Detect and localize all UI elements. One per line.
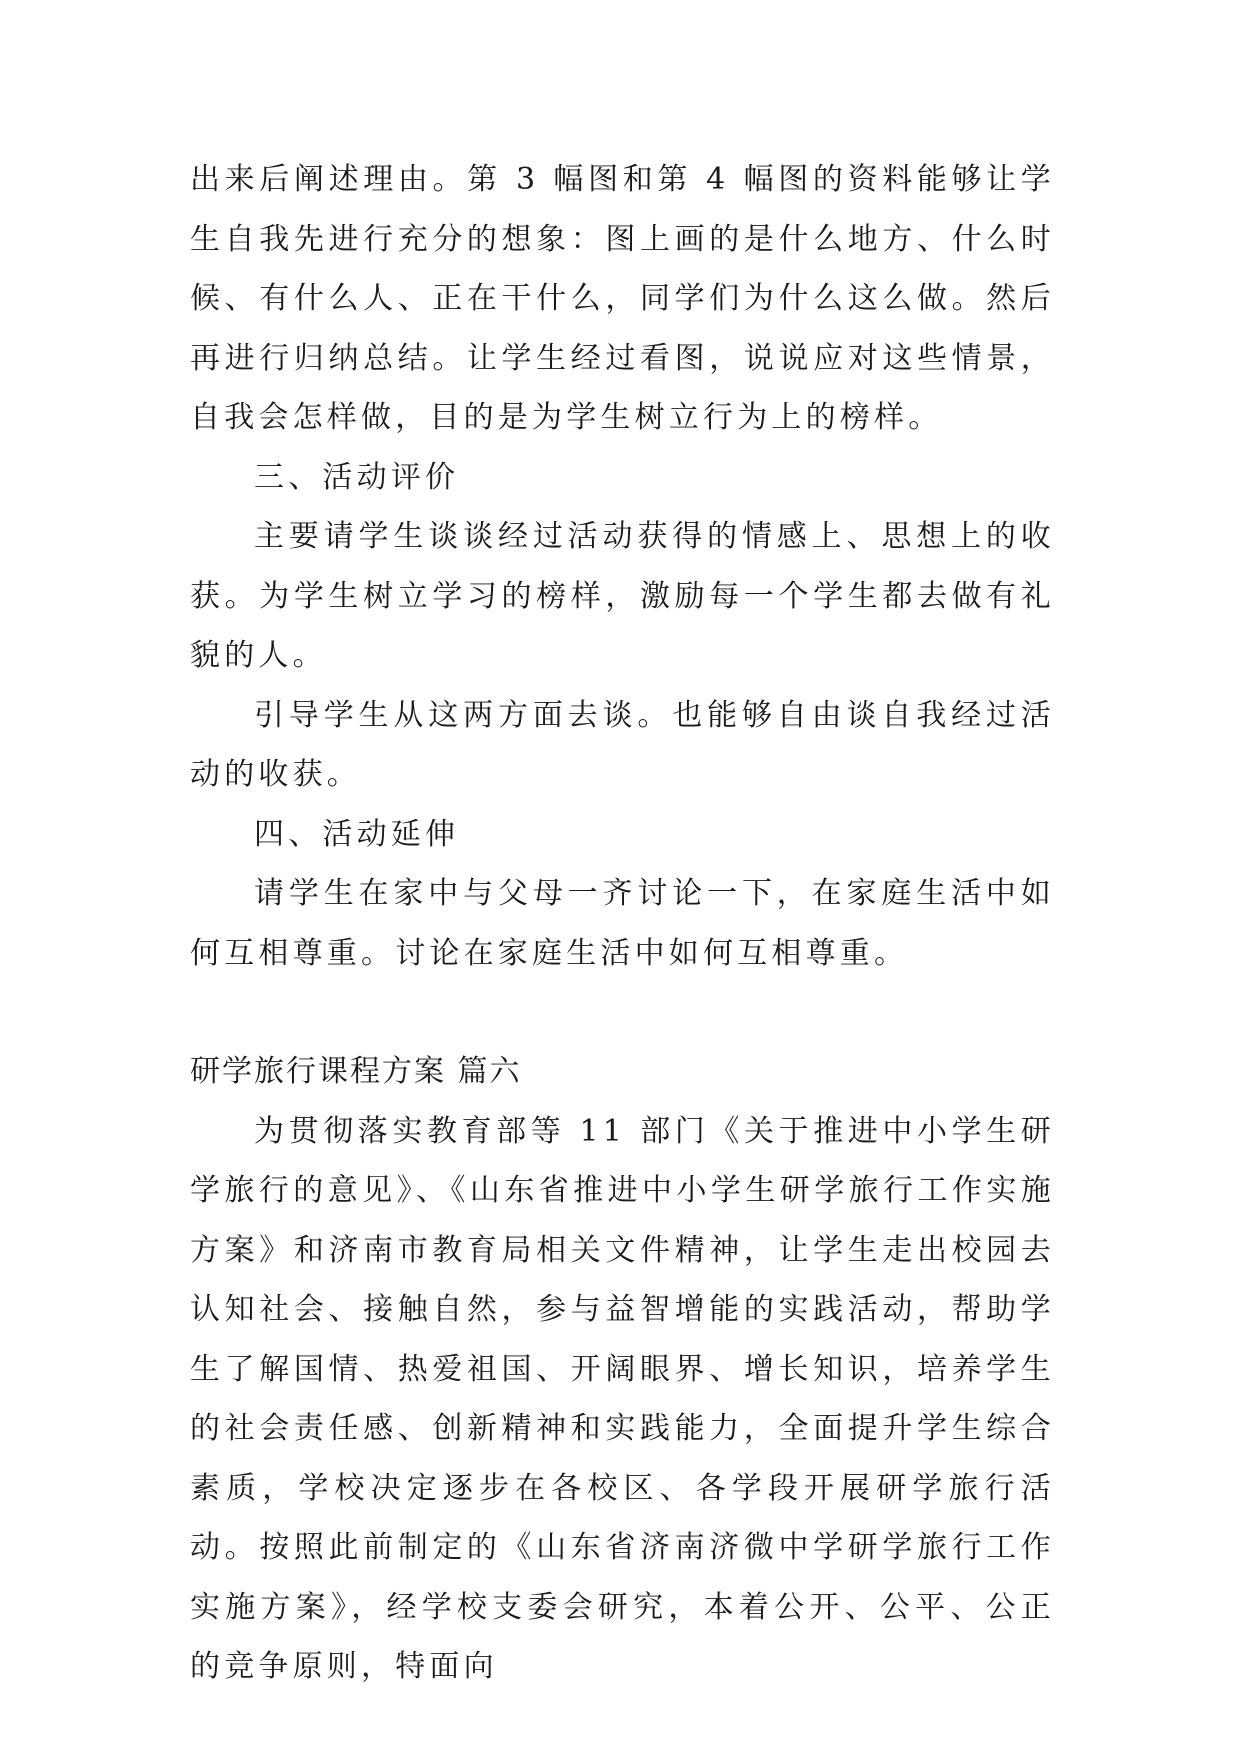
paragraph-section-intro: 为贯彻落实教育部等 11 部门《关于推进中小学生研学旅行的意见》、《山东省推进中小学生研学旅行工作实施方案》和济南市教育局相关文件精神，让学生走出校园去认知社会、接触自然，参与益智增能的实践活动，帮助学生了解国情、热爱祖国、开阔眼界、增长知识，培养学生的社会责任感、创新精神和实践能力，全面提升学生综合素质，学校决定逐步在各校区、各学段开展研学旅行活动。按照此前制定的《山东省济南济微中学研学旅行工作实施方案》，经学校支委会研究，本着公开、公平、公正的竞争原则，特面向 bbox=[190, 1113, 1055, 1684]
paragraph-evaluation: 主要请学生谈谈经过活动获得的情感上、思想上的收获。为学生树立学习的榜样，激励每一个学生都去做有礼貌的人。 bbox=[190, 519, 1055, 673]
section-title: 研学旅行课程方案 篇六 bbox=[190, 1054, 522, 1089]
paragraph-continued: 出来后阐述理由。第 3 幅图和第 4 幅图的资料能够让学生自我先进行充分的想象：图上画的是什么地方、什么时候、有什么人、正在干什么，同学们为什么这么做。然后再进行归纳总结。让学生经过看图，说说应对这些情景，自我会怎样做，目的是为学生树立行为上的榜样。 bbox=[190, 162, 1055, 435]
paragraph-extension: 请学生在家中与父母一齐讨论一下，在家庭生活中如何互相尊重。讨论在家庭生活中如何互相尊重。 bbox=[190, 876, 1055, 971]
section-spacer bbox=[190, 983, 1055, 1042]
heading-activity-extension: 四、活动延伸 bbox=[254, 816, 460, 852]
document-page bbox=[190, 150, 1055, 1697]
heading-activity-evaluation: 三、活动评价 bbox=[254, 459, 460, 495]
paragraph-guidance: 引导学生从这两方面去谈。也能够自由谈自我经过活动的收获。 bbox=[190, 697, 1055, 792]
